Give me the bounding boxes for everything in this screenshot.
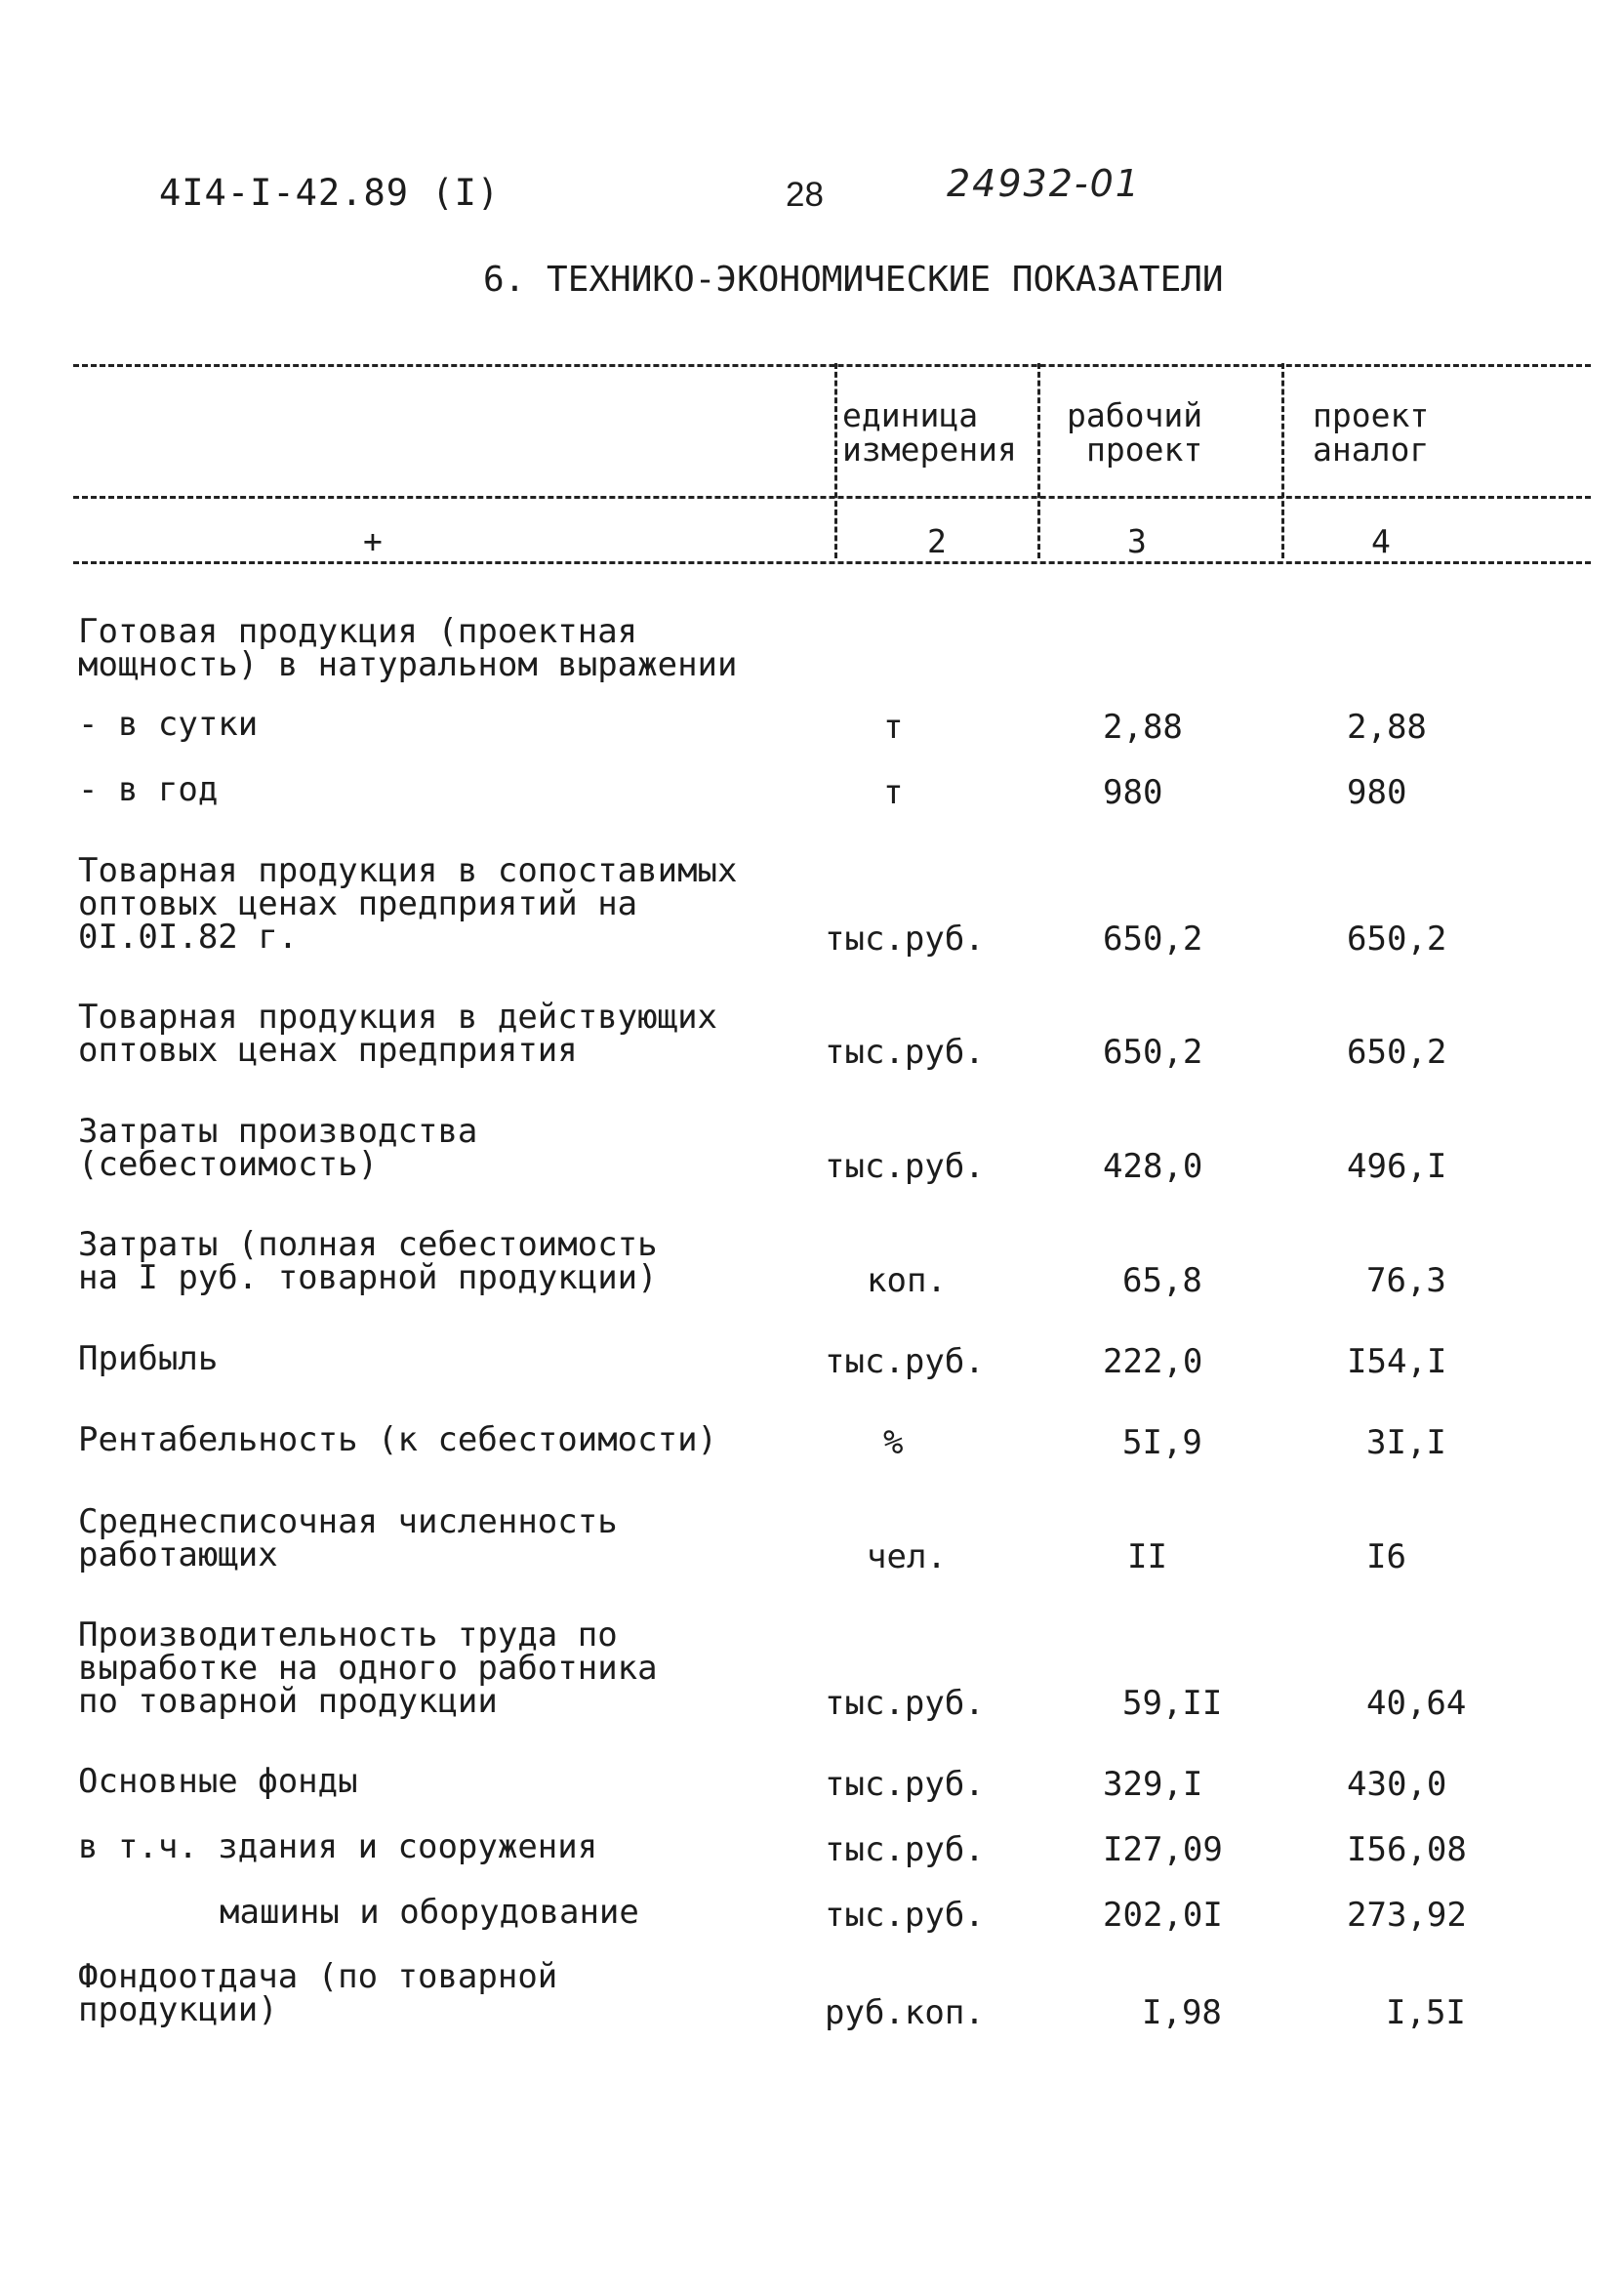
table-row-label: Среднесписочная численность работающих [78, 1502, 618, 1574]
table-cell-working: 650,2 [1103, 1033, 1203, 1072]
table-cell-unit: чел. [867, 1537, 947, 1576]
table-row-label: машины и оборудование [220, 1893, 639, 1932]
table-cell-working: 2,88 [1103, 708, 1183, 747]
table-cell-working: 428,0 [1103, 1147, 1203, 1186]
table-cell-unit: тыс.руб. [825, 1147, 985, 1186]
table-cell-working: II [1127, 1537, 1167, 1576]
table-cell-analog: 40,64 [1366, 1684, 1467, 1723]
table-number-rule [73, 561, 1591, 564]
table-cell-unit: тыс.руб. [825, 920, 985, 959]
table-row-label: в т.ч. здания и сооружения [78, 1827, 598, 1866]
table-cell-working: 202,0I [1103, 1896, 1223, 1935]
column-header-analog-project: проект аналог [1313, 396, 1430, 469]
table-cell-analog: 273,92 [1347, 1896, 1467, 1935]
table-row-label: Прибыль [78, 1339, 219, 1378]
table-header-rule [73, 496, 1591, 499]
section-title: 6. ТЕХНИКО-ЭКОНОМИЧЕСКИЕ ПОКАЗАТЕЛИ [483, 260, 1224, 300]
table-cell-unit: коп. [867, 1261, 947, 1300]
table-cell-working: 222,0 [1103, 1342, 1203, 1381]
column-header-working-project: рабочий проект [1067, 396, 1203, 469]
table-cell-working: I27,09 [1103, 1830, 1223, 1869]
table-row-label: Затраты производства (себестоимость) [78, 1112, 478, 1184]
table-cell-working: 5I,9 [1122, 1423, 1202, 1462]
table-cell-unit: % [883, 1423, 904, 1462]
table-cell-unit: тыс.руб. [825, 1896, 985, 1935]
page-number: 28 [786, 176, 824, 214]
table-cell-analog: 76,3 [1366, 1261, 1446, 1300]
column-number-2: 2 [927, 522, 947, 560]
column-header-unit: единица измерения [842, 396, 1017, 469]
column-divider-3 [1281, 363, 1284, 558]
table-row-label: Рентабельность (к себестоимости) [78, 1420, 718, 1459]
table-row-label: - в сутки [78, 705, 259, 744]
table-cell-unit: т [883, 708, 904, 747]
table-row-label: Товарная продукция в сопоставимых оптовых ценах предприятий на 0I.0I.82 г. [78, 851, 738, 957]
table-row-label: - в год [78, 770, 219, 809]
table-cell-unit: руб.коп. [825, 1993, 985, 2032]
table-cell-analog: 3I,I [1366, 1423, 1446, 1462]
table-cell-unit: тыс.руб. [825, 1033, 985, 1072]
table-row-label: Затраты (полная себестоимость на I руб. товарной продукции) [78, 1225, 658, 1297]
table-cell-unit: тыс.руб. [825, 1830, 985, 1869]
table-cell-analog: 650,2 [1347, 1033, 1447, 1072]
column-divider-2 [1037, 363, 1040, 558]
table-cell-analog: I54,I [1347, 1342, 1447, 1381]
handwritten-number: 24932-01 [947, 162, 1141, 205]
table-cell-working: 650,2 [1103, 920, 1203, 959]
table-cell-analog: I56,08 [1347, 1830, 1467, 1869]
table-cell-working: 980 [1103, 773, 1163, 812]
column-number-4: 4 [1371, 522, 1391, 560]
table-cell-analog: 496,I [1347, 1147, 1447, 1186]
table-row-label: Фондоотдача (по товарной продукции) [78, 1957, 558, 2029]
table-cell-working: I,98 [1142, 1993, 1222, 2032]
table-row-label: Производительность труда по выработке на одного работника по товарной продукции [78, 1615, 658, 1721]
table-cell-analog: I,5I [1386, 1993, 1466, 2032]
table-cell-analog: 430,0 [1347, 1765, 1447, 1804]
document-code: 4I4-I-42.89 (I) [159, 172, 501, 214]
table-cell-analog: I6 [1366, 1537, 1406, 1576]
column-number-3: 3 [1127, 522, 1147, 560]
table-cell-analog: 980 [1347, 773, 1407, 812]
table-cell-analog: 2,88 [1347, 708, 1427, 747]
table-cell-analog: 650,2 [1347, 920, 1447, 959]
table-top-rule [73, 364, 1591, 367]
table-cell-unit: тыс.руб. [825, 1765, 985, 1804]
column-number-1: + [363, 522, 383, 560]
table-row-label: Товарная продукция в действующих оптовых ценах предприятия [78, 998, 718, 1070]
table-cell-unit: т [883, 773, 904, 812]
table-cell-unit: тыс.руб. [825, 1342, 985, 1381]
table-row-label: Основные фонды [78, 1762, 358, 1801]
table-cell-working: 329,I [1103, 1765, 1203, 1804]
table-row-label: Готовая продукция (проектная мощность) в натуральном выражении [78, 612, 738, 684]
table-cell-working: 59,II [1122, 1684, 1223, 1723]
table-cell-working: 65,8 [1122, 1261, 1202, 1300]
table-cell-unit: тыс.руб. [825, 1684, 985, 1723]
column-divider-1 [834, 363, 837, 558]
